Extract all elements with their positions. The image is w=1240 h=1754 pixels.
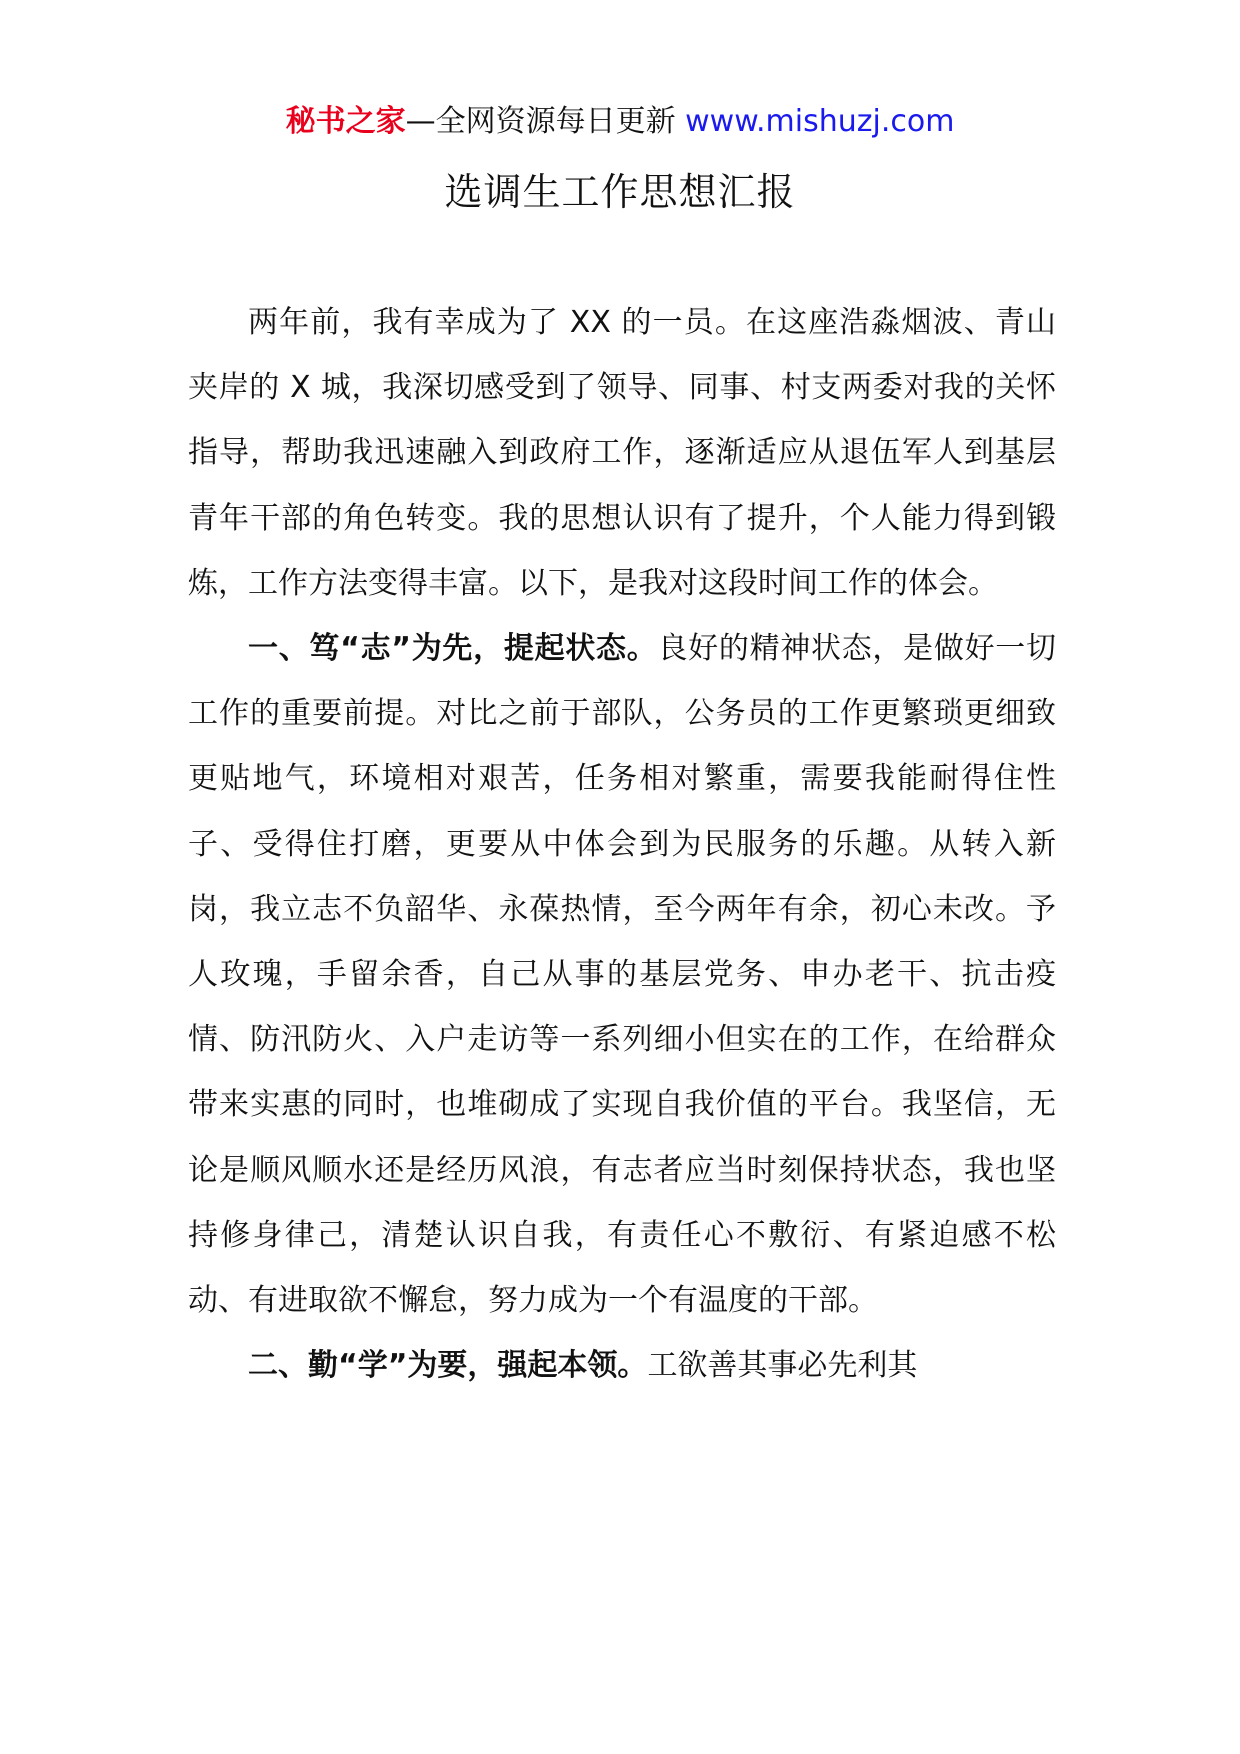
document-title: 选调生工作思想汇报 <box>444 170 796 214</box>
document-body <box>188 290 1056 1398</box>
site-header <box>0 100 1240 144</box>
intro-paragraph: 两年前，我有幸成为了 XX 的一员。在这座浩淼烟波、青山夹岸的 X 城，我深切感受到了领导、同事、村支两委对我的关怀指导，帮助我迅速融入到政府工作，逐渐适应从退伍军人到基层青年干部的角色转变。我的思想认识有了提升，个人能力得到锻炼，工作方法变得丰富。以下，是我对这段时间工作的体会。 <box>188 305 1056 601</box>
section-2-paragraph <box>188 1333 1056 1398</box>
section-1-heading: 一、笃“志”为先，提起状态。 <box>248 631 658 667</box>
site-url-link[interactable]: www.mishuzj.com <box>685 104 955 139</box>
section-1-paragraph <box>188 616 1056 1333</box>
section-1-body: 良好的精神状态，是做好一切工作的重要前提。对比之前于部队，公务员的工作更繁琐更细致更贴地气，环境相对艰苦，任务相对繁重，需要我能耐得住性子、受得住打磨，更要从中体会到为民服务的乐趣。从转入新岗，我立志不负韶华、永葆热情，至今两年有余，初心未改。予人玫瑰，手留余香，自己从事的基层党务、申办老干、抗击疫情、防汛防火、入户走访等一系列细小但实在的工作，在给群众带来实惠的同时，也堆砌成了实现自我价值的平台。我坚信，无论是顺风顺水还是经历风浪，有志者应当时刻保持状态，我也坚持修身律己，清楚认识自我，有责任心不敷衍、有紧迫感不松动、有进取欲不懈怠，努力成为一个有温度的干部。 <box>188 631 1057 1319</box>
section-2-body: 工欲善其事必先利其 <box>647 1348 918 1384</box>
header-slogan: —全网资源每日更新 <box>405 104 686 139</box>
brand-name: 秘书之家 <box>285 104 406 139</box>
section-2-heading: 二、勤“学”为要，强起本领。 <box>248 1348 648 1384</box>
